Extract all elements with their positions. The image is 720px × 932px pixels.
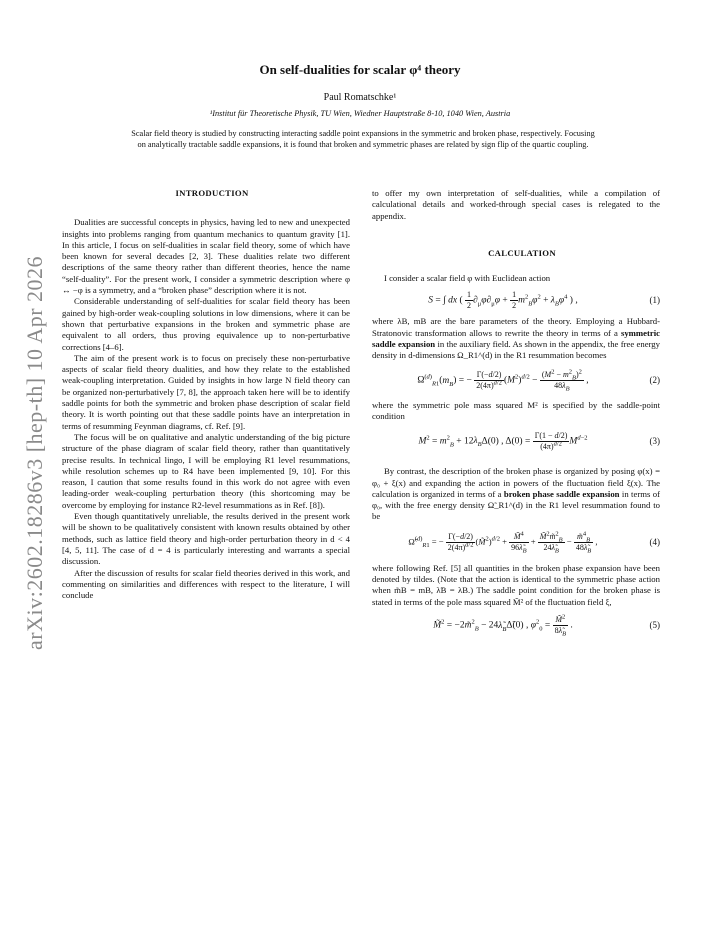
paper-author: Paul Romatschke¹ (323, 92, 397, 103)
calc-paragraph-2 (372, 316, 660, 361)
calc-paragraph-1: I consider a scalar field φ with Euclidean action (384, 273, 551, 284)
calc-paragraph-4-text: By contrast, the description of the broken phase is organized by posing φ(x) = φ₀ + ξ(x) and expanding the action in powers of the fluctuation field ξ(x). The calculation is organized in terms of a (372, 466, 660, 499)
equation-1-number: (1) (649, 294, 660, 305)
intro-paragraph-4: The focus will be on qualitative and analytic understanding of the big picture structure of the phase diagram of scalar field theory, rather than quantitatively precise results. In technical lingo, I will be employing R1 level resummations, while resolution schemes up to R4 have been implemented [9, 10]. For this reason, I caution that some results found in this work do not agree with even leading-order weak-coupling perturbation theory (this shortcoming may be overcome by employing for instance R2-level resummations as in Ref. [8]). (62, 431, 350, 510)
calc-paragraph-4-tail: in terms of φ₀, with the free energy density Ω̃_R1^(d) in the R1 level resummation found to be (372, 488, 660, 522)
paper-title: On self-dualities for scalar φ⁴ theory (259, 62, 461, 77)
calc-paragraph-4 (372, 466, 660, 522)
intro-paragraph-6: After the discussion of results for scalar field theories derived in this work, and commenting on similarities and differences with respect to the literature, I will conclude (62, 567, 350, 601)
calc-paragraph-0: to offer my own interpretation of self-dualities, while a compilation of calculational details and worked-through special cases is relegated to the appendix. (372, 188, 660, 221)
calc-paragraph-5: where following Ref. [5] all quantities in the broken phase expansion have been denoted by tildes. (Note that the action is identical to the symmetric phase action when m̃B = mB, λ̃B = λB.) The saddle point condition for the broken phase is stated in terms of the pole mass squared M̃² of the fluctuation field ξ, (372, 562, 660, 607)
equation-2: $\Omega^{(d)}_{R1}(m_B)$ = − $\frac{\Gamma(-d/2)}{2(4\pi)^{d/2}}$ $(M^2)^{d/2}$ − $\frac{(M^2 - m^2_B)^2}{48\lambda_B}$ , (2) (417, 368, 660, 393)
equation-5: M̃$^2$ = −2m̃$^2_B$ − $24\lambdã_B\Deltã(0)$ , $\varphi^2_0$ = $\frac{M̃^2}{8\lambdã_B}$ . (5) (433, 613, 660, 639)
calc-paragraph-2-text: where λB, mB are the bare parameters of the theory. Employing a Hubbard-Stratonovic transformation allows to rewrite the theory in terms of a (372, 316, 660, 338)
section-heading-calculation: CALCULATION (488, 247, 556, 258)
calc-paragraph-3: where the symmetric pole mass squared M² is specified by the saddle-point condition (372, 399, 660, 421)
left-column (62, 188, 350, 601)
intro-paragraph-5: Even though quantitatively unreliable, the results derived in the present work will be shown to be qualitatively consistent with known results obtained by other methods, such as lattice field theory and high-order perturbation theory in d < 4 [4, 5, 11]. The case of d = 4 is particularly interesting and warrants a special discussion. (62, 511, 350, 567)
intro-paragraph-1: Dualities are successful concepts in physics, having led to new and unexpected insights into problems ranging from quantum mechanics to quantum gravity [1]. In this article, I focus on self-dualities in scalar field theory, some of which have been known for several decades [2, 3]. These dualities relate two different descriptions of the same theory rather than different theories, hence the name “self-duality”. For the present work, I consider a symmetric description where φ ↔ −φ is a symmetry, and a “broken phase” description where it is not. (62, 217, 350, 296)
equation-4: Ω̃$^{(d)}_{R1}$ = − $\frac{\Gamma(-d/2)}{2(4\pi)^{d/2}}$ (M̃$^2$)$^{d/2}$ + $\frac{M̃^4}{96\lambdã_B}$ + $\frac{M̃^2m̃^2_B}{24\lambdã_B}$ − $\frac{m̃^4_B}{48\lambdã_B}$ , (4) (408, 530, 660, 555)
equation-3-number: (3) (649, 435, 660, 446)
section-heading-introduction: INTRODUCTION (175, 188, 249, 198)
paper-affiliation: ¹Institut für Theoretische Physik, TU Wien, Wiedner Hauptstraße 8-10, 1040 Wien, Austria (209, 109, 511, 118)
right-column (372, 188, 660, 644)
calc-paragraph-2-bold: symmetric saddle expansion (372, 327, 661, 350)
paper-abstract: Scalar field theory is studied by constructing interacting saddle point expansions in the symmetric and broken phase, respectively. Focusing on analytically tractable saddle expansions, it is found that broken and symmetric phases are related by sign flip of the quartic coupling. (131, 129, 595, 149)
arxiv-id: arXiv:2602.18286v3 [hep-th] 10 Apr 2026 (22, 255, 47, 650)
equation-4-number: (4) (649, 537, 660, 548)
equation-5-number: (5) (649, 620, 660, 631)
calc-paragraph-4-bold: broken phase saddle expansion (503, 488, 620, 499)
equation-3: $M^2 = m^2_B + 12\lambda_B\Delta(0)$ , Δ(0) = $\frac{\Gamma(1 - d/2)}{(4\pi)^{d/2}}$ $M^{d-2}$ (3) (418, 430, 660, 451)
equation-2-number: (2) (649, 375, 660, 386)
intro-paragraph-2: Considerable understanding of self-dualities for scalar field theory has been gained by high-order weak-coupling solutions in low dimensions, where it can be shown that perturbative expansions in the broken and symmetric phase are equivalent to all orders, thus proving equivalence up to non-perturbative corrections [4–6]. (62, 296, 350, 352)
equation-1: S = ∫ dx ( $\frac{1}{2}$ $\partial_\mu\varphi\partial_\mu\varphi$ + $\frac{1}{2}$ $m^2_B\varphi^2 + \lambda_B\varphi^4$ ) , (1) (428, 289, 660, 310)
arxiv-sidebar (18, 250, 48, 650)
intro-paragraph-3: The aim of the present work is to focus on precisely these non-perturbative aspects of scalar field theory dualities, and how they relate to the established weak-coupling interpretation. Guided by insights in how large N field theory can be organized non-perturbatively [7, 8], the approach taken here will be to identify saddle points for both the symmetric and broken phase description of scalar field theory. It is worth pointing out that these saddle points have an interpretation in terms of resumming Feynman diagrams, cf. Ref. [9]. (62, 352, 350, 431)
calc-paragraph-2-tail: in the auxiliary field. As shown in the appendix, the free energy density in d-dimensions Ω_R1^(d) in the R1 resummation becomes (372, 339, 660, 361)
